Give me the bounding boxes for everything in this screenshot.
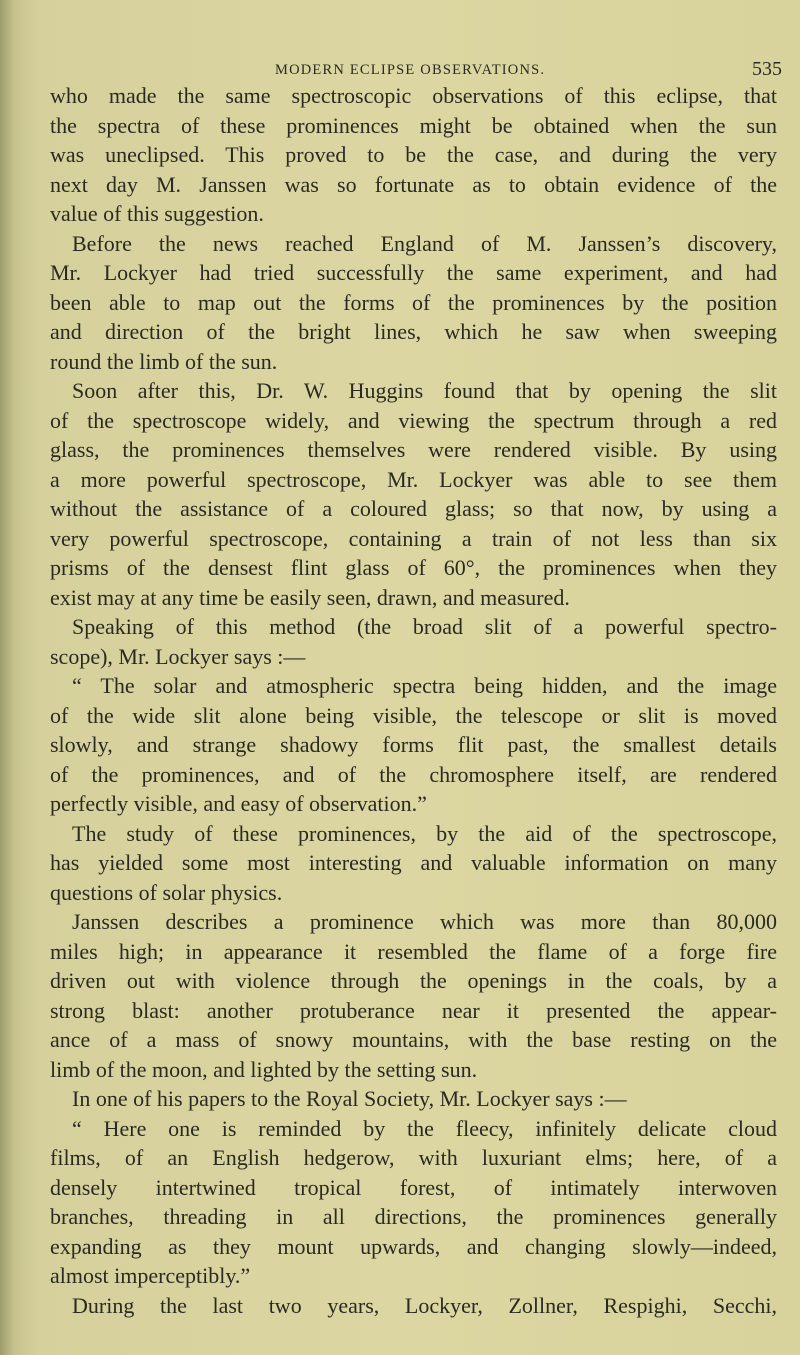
text-line: slowly, and strange shadowy forms flit past, the smallest details: [50, 732, 777, 757]
paragraph: [50, 819, 777, 908]
text-line: value of this suggestion.: [50, 201, 264, 226]
text-line: of the spectroscope widely, and viewing the spectrum through a red: [50, 407, 777, 433]
paragraph: [50, 1084, 777, 1114]
text-line: strong blast: another protuberance near it presented the appear-: [50, 997, 777, 1023]
text-line: of the prominences, and of the chromosphere itself, are rendered: [50, 761, 777, 787]
paragraph: [50, 612, 777, 671]
text-line: Mr. Lockyer had tried successfully the same experiment, and had: [50, 260, 777, 285]
text-line: branches, threading in all directions, the prominences generally: [50, 1204, 777, 1229]
body-text: [50, 81, 777, 1320]
text-line: very powerful spectroscope, containing a train of not less than six: [50, 525, 777, 551]
text-line: been able to map out the forms of the prominences by the position: [50, 289, 777, 315]
text-line: Speaking of this method (the broad slit of a powerful spectro-: [72, 614, 777, 639]
text-line: without the assistance of a coloured glass; so that now, by using a: [50, 496, 777, 521]
text-line: the spectra of these prominences might be obtained when the sun: [50, 112, 777, 138]
text-line: miles high; in appearance it resembled the flame of a forge fire: [50, 938, 777, 964]
text-line: Janssen describes a prominence which was more than 80,000: [72, 909, 777, 934]
text-line: questions of solar physics.: [50, 879, 283, 905]
paragraph: [50, 907, 777, 1084]
text-line: exist may at any time be easily seen, drawn, and measured.: [50, 584, 570, 610]
running-title: MODERN ECLIPSE OBSERVATIONS.: [275, 62, 546, 78]
text-line: “ Here one is reminded by the fleecy, infinitely delicate cloud: [72, 1115, 777, 1141]
text-line: limb of the moon, and lighted by the setting sun.: [50, 1056, 478, 1082]
text-line: “ The solar and atmospheric spectra being hidden, and the image: [72, 673, 777, 698]
text-line: and direction of the bright lines, which he saw when sweeping: [50, 319, 777, 344]
text-line: driven out with violence through the openings in the coals, by a: [50, 968, 777, 993]
paragraph: [50, 1114, 777, 1291]
text-line: densely intertwined tropical forest, of intimately interwoven: [50, 1174, 777, 1200]
text-line: scope), Mr. Lockyer says :—: [50, 643, 306, 669]
text-line: films, of an English hedgerow, with luxuriant elms; here, of a: [50, 1145, 777, 1170]
text-line: was uneclipsed. This proved to be the case, and during the very: [50, 142, 777, 167]
paragraph: [50, 81, 777, 229]
text-line: of the wide slit alone being visible, the telescope or slit is moved: [50, 702, 777, 728]
text-line: glass, the prominences themselves were rendered visible. By using: [50, 437, 777, 462]
text-line: ance of a mass of snowy mountains, with the base resting on the: [50, 1027, 777, 1052]
text-line: During the last two years, Lockyer, Zollner, Respighi, Secchi,: [72, 1292, 777, 1318]
text-line: next day M. Janssen was so fortunate as to obtain evidence of the: [50, 171, 777, 197]
paragraph: [50, 671, 777, 819]
text-line: prisms of the densest flint glass of 60°, the prominences when they: [50, 555, 777, 580]
text-line: expanding as they mount upwards, and changing slowly—indeed,: [50, 1233, 777, 1259]
text-line: who made the same spectroscopic observations of this eclipse, that: [50, 83, 777, 108]
text-line: The study of these prominences, by the aid of the spectroscope,: [72, 820, 777, 846]
text-line: round the limb of the sun.: [50, 348, 278, 374]
text-line: Soon after this, Dr. W. Huggins found that by opening the slit: [72, 378, 777, 403]
text-line: Before the news reached England of M. Janssen’s discovery,: [72, 230, 777, 256]
text-line: In one of his papers to the Royal Society, Mr. Lockyer says :—: [72, 1086, 627, 1111]
paragraph: [50, 376, 777, 612]
paragraph: [50, 229, 777, 377]
text-line: a more powerful spectroscope, Mr. Lockyer was able to see them: [50, 466, 777, 492]
page-number: 535: [752, 58, 782, 80]
text-line: perfectly visible, and easy of observation.”: [50, 791, 427, 816]
text-line: almost imperceptibly.”: [50, 1263, 251, 1288]
paragraph: [50, 1291, 777, 1321]
text-line: has yielded some most interesting and valuable information on many: [50, 850, 777, 875]
